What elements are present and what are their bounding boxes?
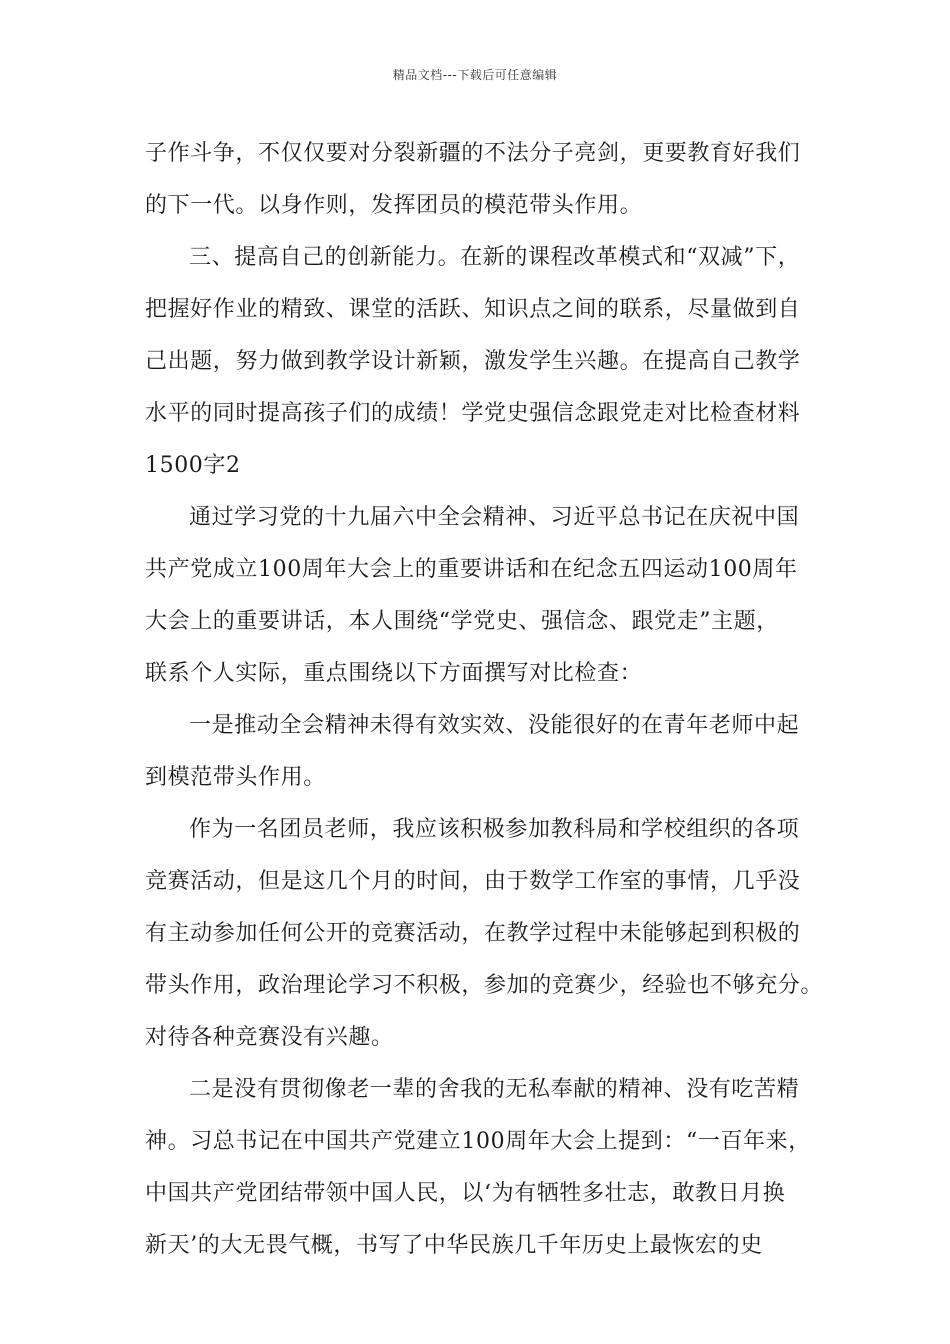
text-line: 到模范带头作用。: [145, 765, 326, 790]
text-line: 大会上的重要讲话，本人围绕“学党史、强信念、跟党走”主题，: [145, 609, 779, 634]
text-line: 新天’的大无畏气概，书写了中华民族几千年历史上最恢宏的史: [145, 1233, 763, 1258]
text-line: 共产党成立100周年大会上的重要讲话和在纪念五四运动100周年: [145, 557, 798, 582]
text-line: 的下一代。以身作则，发挥团员的模范带头作用。: [145, 193, 643, 218]
paragraph-start-line: 三、提高自己的创新能力。在新的课程改革模式和“双减”下，: [189, 245, 801, 270]
text-line: 把握好作业的精致、课堂的活跃、知识点之间的联系，尽量做到自: [145, 297, 801, 322]
text-line: 水平的同时提高孩子们的成绩！学党史强信念跟党走对比检查材料: [145, 401, 801, 426]
paragraph-start-line: 作为一名团员老师，我应该积极参加教科局和学校组织的各项: [189, 817, 800, 842]
text-line: 子作斗争，不仅仅要对分裂新疆的不法分子亮剑，更要教育好我们: [145, 141, 801, 166]
paragraph-start-line: 一是推动全会精神未得有效实效、没能很好的在青年老师中起: [189, 713, 800, 738]
text-line: 带头作用，政治理论学习不积极，参加的竞赛少，经验也不够充分。: [145, 973, 824, 998]
page-header: 精品文档---下载后可任意编辑: [392, 68, 558, 82]
text-line: 对待各种竞赛没有兴趣。: [145, 1025, 394, 1050]
text-line: 竞赛活动，但是这几个月的时间，由于数学工作室的事情，几乎没: [145, 869, 801, 894]
text-line: 神。习总书记在中国共产党建立100周年大会上提到：“一百年来，: [145, 1129, 811, 1154]
paragraph-start-line: 二是没有贯彻像老一辈的舍我的无私奉献的精神、没有吃苦精: [189, 1077, 800, 1102]
paragraph-start-line: 通过学习党的十九届六中全会精神、习近平总书记在庆祝中国: [189, 505, 800, 530]
text-line: 联系个人实际，重点围绕以下方面撰写对比检查：: [145, 661, 643, 686]
text-line: 中国共产党团结带领中国人民，以‘为有牺牲多壮志，敢教日月换: [145, 1181, 786, 1206]
text-line: 己出题，努力做到教学设计新颖，激发学生兴趣。在提高自己教学: [145, 349, 801, 374]
text-line: 1500字2: [145, 453, 241, 478]
text-line: 有主动参加任何公开的竞赛活动，在教学过程中未能够起到积极的: [145, 921, 801, 946]
document-body: [145, 128, 825, 1272]
